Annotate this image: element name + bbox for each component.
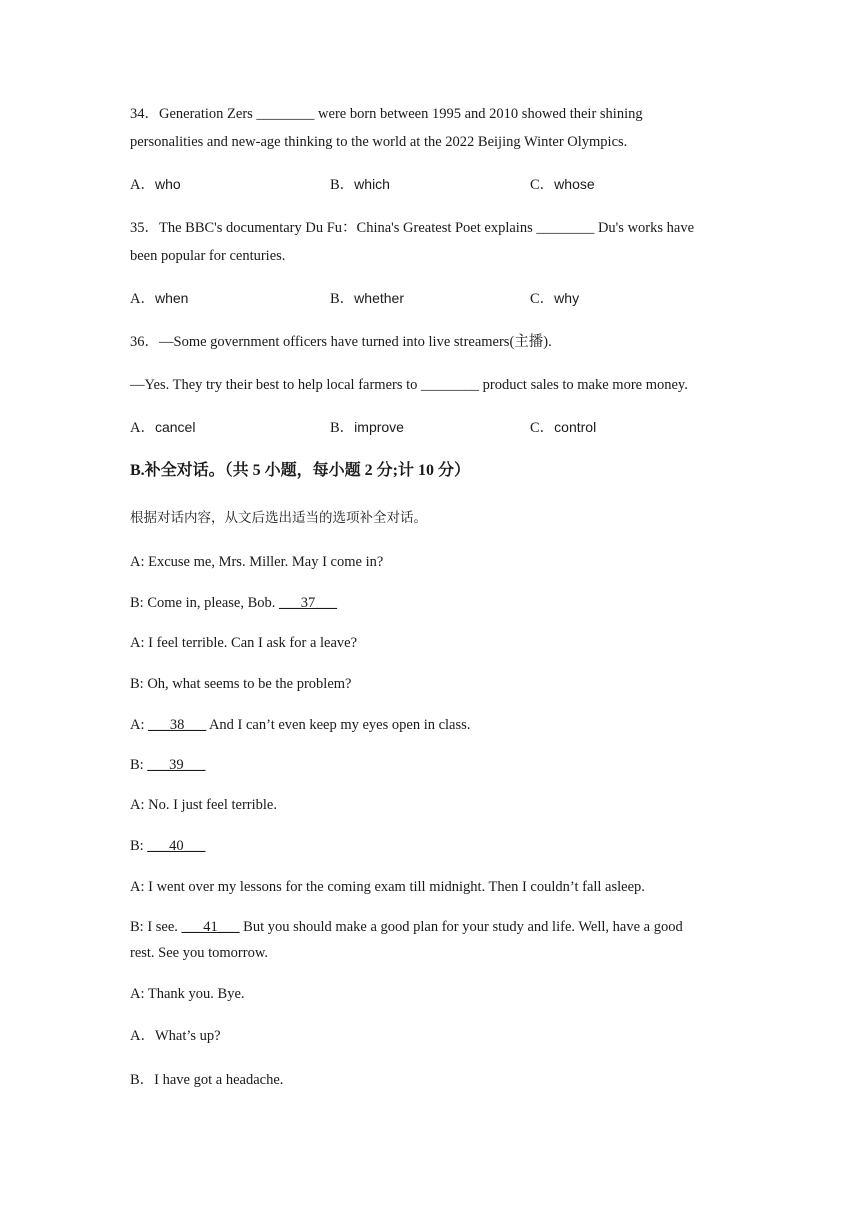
choice-a[interactable]: A．What’s up? <box>130 1028 221 1044</box>
choice-b[interactable]: B．I have got a headache. <box>130 1072 284 1088</box>
dialogue-line-11: A: Thank you. Bye. <box>130 986 245 1002</box>
dialogue-line-10-cont: rest. See you tomorrow. <box>130 945 268 961</box>
dialogue-line-5: A: ___38___ And I can’t even keep my eyes open in class. <box>130 717 471 733</box>
q35-stem-line2: been popular for centuries. <box>130 248 286 264</box>
q35-option-b[interactable]: B．whether <box>330 290 404 307</box>
q36-stem-line2: —Yes. They try their best to help local farmers to ________ product sales to make more money. <box>130 377 688 393</box>
q35-option-a[interactable]: A．when <box>130 290 189 307</box>
blank-41[interactable]: ___41___ <box>181 919 240 935</box>
q34-option-b[interactable]: B．which <box>330 176 390 193</box>
dialogue-line-2: B: Come in, please, Bob. ___37___ <box>130 595 338 611</box>
q35-stem-line1: 35．The BBC's documentary Du Fu：China's Greatest Poet explains ________ Du's works have <box>130 220 695 236</box>
dialogue-line-6: B: ___39___ <box>130 757 206 773</box>
q35-option-c[interactable]: C．why <box>530 290 580 307</box>
q34-option-a[interactable]: A．who <box>130 176 181 193</box>
q36-option-c[interactable]: C．control <box>530 419 597 436</box>
dialogue-line-7: A: No. I just feel terrible. <box>130 797 277 813</box>
dialogue-line-10: B: I see. ___41___ But you should make a good plan for your study and life. Well, have a good <box>130 919 683 935</box>
dialogue-line-1: A: Excuse me, Mrs. Miller. May I come in? <box>130 554 384 570</box>
dialogue-line-9: A: I went over my lessons for the coming exam till midnight. Then I couldn’t fall asleep. <box>130 879 645 895</box>
blank-39[interactable]: ___39___ <box>147 757 206 773</box>
blank-38[interactable]: ___38___ <box>148 717 207 733</box>
dialogue-line-3: A: I feel terrible. Can I ask for a leave? <box>130 635 358 651</box>
q36-option-a[interactable]: A．cancel <box>130 419 196 436</box>
q34-stem-line2: personalities and new-age thinking to the world at the 2022 Beijing Winter Olympics. <box>130 134 628 150</box>
blank-37[interactable]: ___37___ <box>279 595 338 611</box>
q36-stem-line1: 36．—Some government officers have turned into live streamers(主播). <box>130 334 552 350</box>
blank-40[interactable]: ___40___ <box>147 838 206 854</box>
q34-option-c[interactable]: C．whose <box>530 176 595 193</box>
section-b-heading: B.补全对话。（共 5 小题，每小题 2 分;计 10 分） <box>130 462 471 479</box>
dialogue-line-4: B: Oh, what seems to be the problem? <box>130 676 352 692</box>
section-b-instruction: 根据对话内容，从文后选出适当的选项补全对话。 <box>130 510 427 526</box>
q36-option-b[interactable]: B．improve <box>330 419 404 436</box>
q34-stem-line1: 34．Generation Zers ________ were born between 1995 and 2010 showed their shining <box>130 106 643 122</box>
dialogue-line-8: B: ___40___ <box>130 838 206 854</box>
